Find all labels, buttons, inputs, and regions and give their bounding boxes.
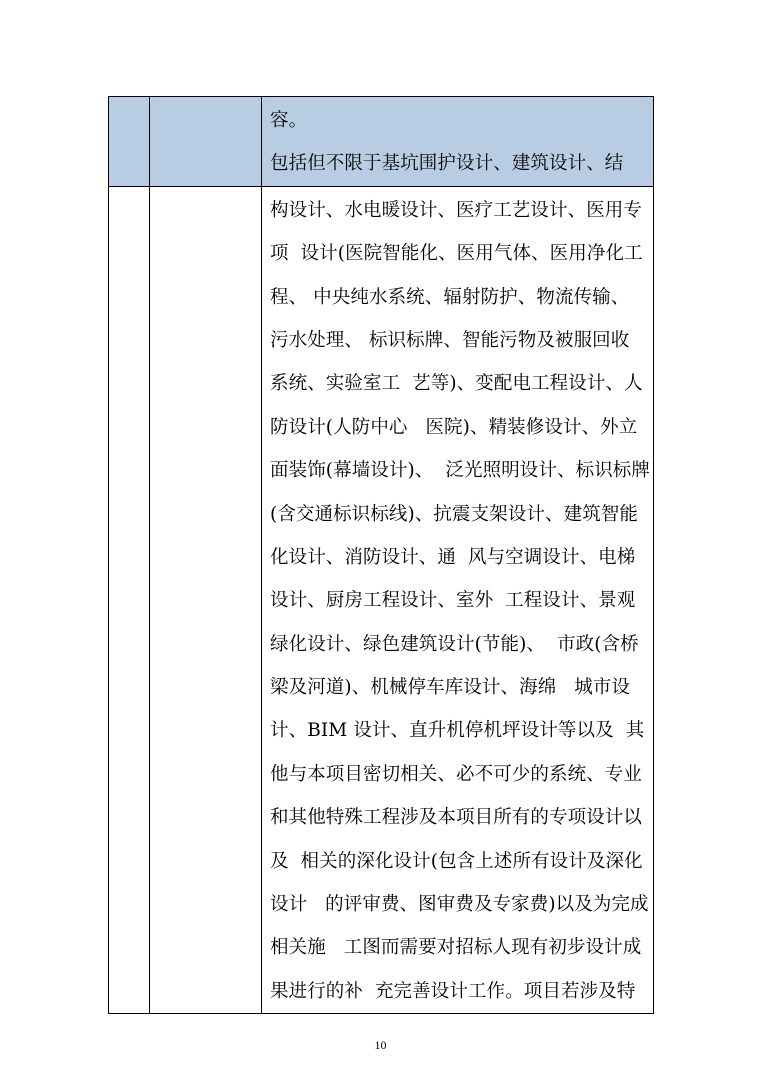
header-cell-item (150, 97, 262, 187)
text-line: 相关施 工图而需要对招标人现有初步设计成 (270, 937, 642, 959)
text-line: 绿化设计、绿色建筑设计(节能)、 市政(含桥 (270, 633, 639, 655)
table-row (109, 186, 654, 1013)
text-line: 化设计、消防设计、通 风与空调设计、电梯 (270, 546, 636, 568)
header-cell-index (109, 97, 150, 187)
text-line: 面装饰(幕墙设计)、 泛光照明设计、标识标牌 (270, 460, 650, 482)
text-line: 果进行的补 充完善设计工作。项目若涉及特 (270, 980, 636, 1002)
text-line: 构设计、水电暖设计、医疗工艺设计、医用专 (270, 199, 643, 221)
text-line: 和其他特殊工程涉及本项目所有的专项设计以 (270, 807, 643, 829)
text-line: 系统、实验室工 艺等)、变配电工程设计、人 (270, 373, 643, 395)
cell-index (109, 186, 150, 1013)
text-line: 项 设计(医院智能化、医用气体、医用净化工 (270, 243, 643, 265)
cell-content (262, 186, 654, 1013)
text-line: 设计 的评审费、图审费及专家费)以及为完成 (270, 894, 649, 916)
text-line: 设计、厨房工程设计、室外 工程设计、景观 (270, 590, 636, 612)
text-line: 包括但不限于基坑围护设计、建筑设计、结 (270, 153, 624, 175)
table-header-row (109, 97, 654, 187)
header-cell-content (262, 97, 654, 187)
page-number: 10 (374, 1038, 387, 1052)
text-line: 梁及河道)、机械停车库设计、海绵 城市设 (270, 677, 631, 699)
text-line: 污水处理、 标识标牌、智能污物及被服回收 (270, 329, 630, 351)
content-table (108, 96, 654, 1014)
text-line: 他与本项目密切相关、必不可少的系统、专业 (270, 763, 643, 785)
cell-item (150, 186, 262, 1013)
text-line: (含交通标识标线)、抗震支架设计、建筑智能 (270, 503, 639, 525)
text-line: 容。 (270, 110, 308, 131)
body-cell-text (262, 187, 653, 1013)
text-line: 防设计(人防中心 医院)、精装修设计、外立 (270, 416, 638, 438)
text-line: 及 相关的深化设计(包含上述所有设计及深化 (270, 850, 643, 872)
header-cell-text (262, 97, 653, 186)
text-line: 程、 中央纯水系统、辐射防护、物流传输、 (270, 286, 630, 308)
text-line: 计、BIM 设计、直升机停机坪设计等以及 其 (270, 720, 645, 742)
